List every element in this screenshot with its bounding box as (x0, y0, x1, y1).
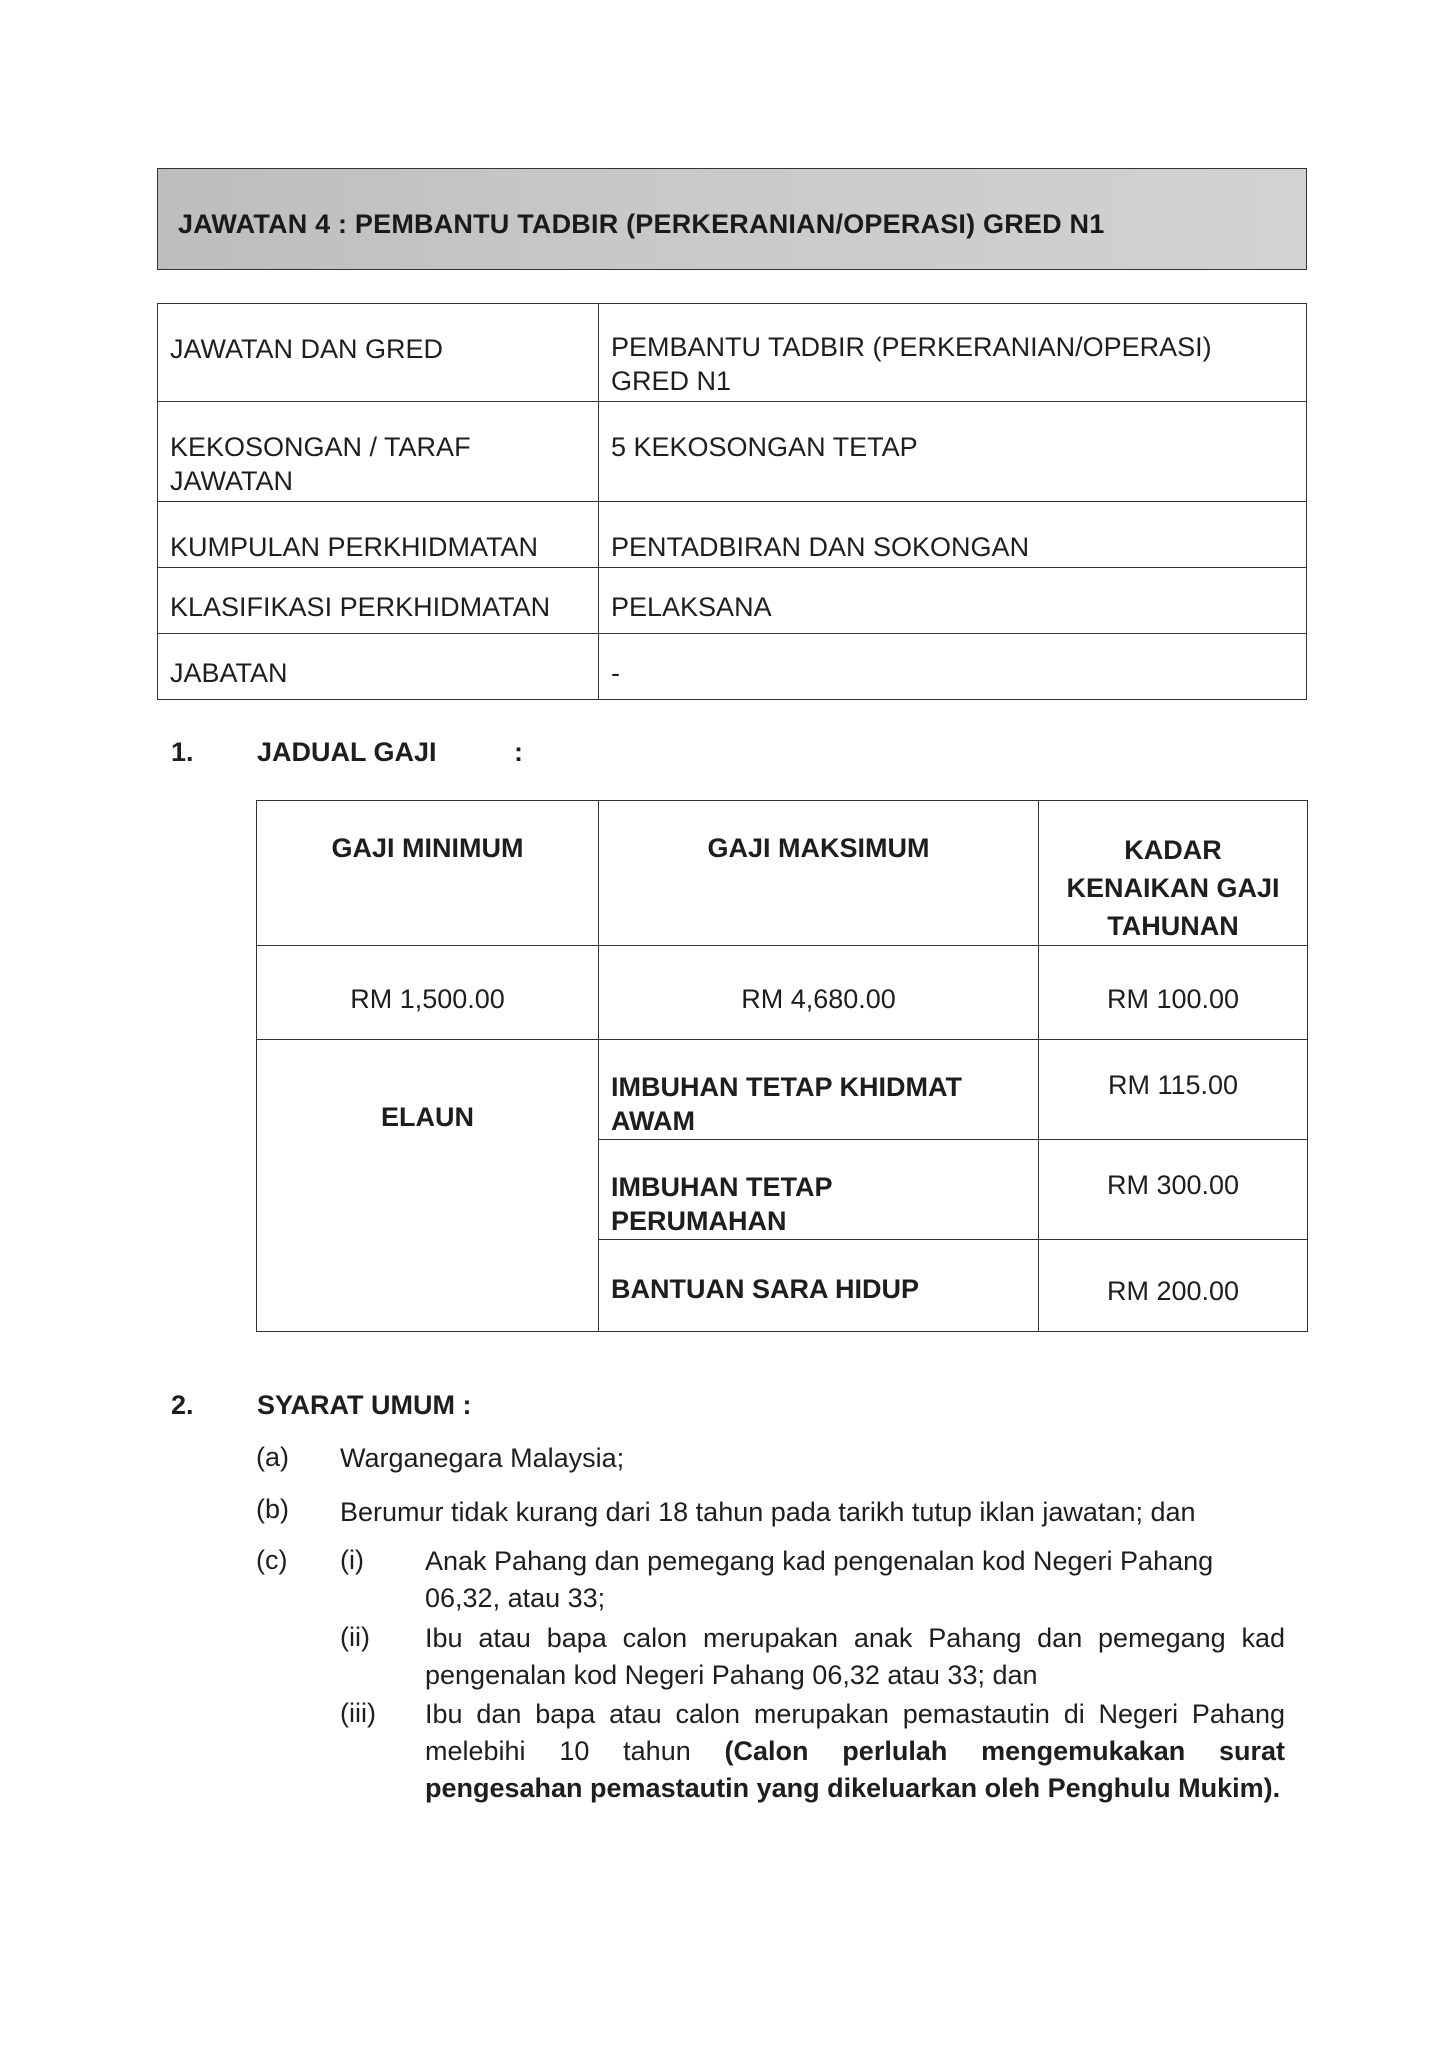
table-row (257, 946, 1308, 1040)
allowance-amount: RM 115.00 (1039, 1040, 1308, 1140)
table-row (158, 568, 1307, 634)
list-item: Warganegara Malaysia; (340, 1443, 625, 1473)
list-item: Berumur tidak kurang dari 18 tahun pada tarikh tutup iklan jawatan; dan (340, 1497, 1196, 1527)
sublist-label: (iii) (340, 1698, 376, 1728)
allowance-name: IMBUHAN TETAP KHIDMAT AWAM (599, 1040, 1039, 1140)
table-row (158, 402, 1307, 502)
info-label: JAWATAN DAN GRED (158, 304, 599, 402)
list-label: (b) (256, 1494, 289, 1524)
salary-table (256, 800, 1308, 1332)
sublist-label: (i) (340, 1545, 364, 1575)
allowance-amount: RM 300.00 (1039, 1140, 1308, 1240)
page-title: JAWATAN 4 : PEMBANTU TADBIR (PERKERANIAN/OPERASI) GRED N1 (178, 209, 1105, 239)
info-value: 5 KEKOSONGAN TETAP (599, 402, 1307, 502)
sublist-text: Ibu dan bapa atau calon merupakan pemastautin di Negeri Pahang melebihi 10 tahun (425, 1699, 1285, 1766)
info-value: PENTADBIRAN DAN SOKONGAN (599, 502, 1307, 568)
salary-min: RM 1,500.00 (257, 946, 599, 1040)
section-colon: : (514, 737, 523, 767)
column-header: GAJI MAKSIMUM (599, 801, 1039, 946)
allowance-label: ELAUN (257, 1040, 599, 1332)
info-label: KLASIFIKASI PERKHIDMATAN (158, 568, 599, 634)
salary-max: RM 4,680.00 (599, 946, 1039, 1040)
list-label: (c) (256, 1545, 288, 1575)
sublist-label: (ii) (340, 1622, 370, 1652)
list-label: (a) (256, 1442, 289, 1472)
column-header: GAJI MINIMUM (257, 801, 599, 946)
section-number: 2. (171, 1390, 194, 1420)
info-value: - (599, 634, 1307, 700)
salary-increment: RM 100.00 (1039, 946, 1308, 1040)
info-label: KEKOSONGAN / TARAF JAWATAN (158, 402, 599, 502)
allowance-name: IMBUHAN TETAP PERUMAHAN (599, 1140, 1039, 1240)
allowance-name: BANTUAN SARA HIDUP (599, 1240, 1039, 1332)
column-header: KADAR KENAIKAN GAJI TAHUNAN (1039, 801, 1308, 946)
sublist-item: Anak Pahang dan pemegang kad pengenalan kod Negeri Pahang 06,32, atau 33; (425, 1546, 1214, 1613)
table-row (257, 1040, 1308, 1140)
section-number: 1. (171, 737, 194, 767)
info-value: PELAKSANA (599, 568, 1307, 634)
table-header-row (257, 801, 1308, 946)
sublist-item: Ibu atau bapa calon merupakan anak Pahang dan pemegang kad pengenalan kod Negeri Pahang 06,32 atau 33; dan (425, 1623, 1285, 1690)
table-row (158, 634, 1307, 700)
info-label: KUMPULAN PERKHIDMATAN (158, 502, 599, 568)
section-heading: SYARAT UMUM : (257, 1390, 472, 1420)
sublist-item (425, 1696, 1285, 1807)
title-banner (157, 168, 1307, 270)
info-value: PEMBANTU TADBIR (PERKERANIAN/OPERASI) GRED N1 (599, 304, 1307, 402)
section-heading: JADUAL GAJI (257, 737, 437, 767)
allowance-amount: RM 200.00 (1039, 1240, 1308, 1332)
sublist-bold-note: (Calon perlulah mengemukakan surat pengesahan pemastautin yang dikeluarkan oleh Penghulu Mukim). (425, 1736, 1286, 1803)
table-row (158, 304, 1307, 402)
position-info-table (157, 303, 1307, 700)
info-label: JABATAN (158, 634, 599, 700)
table-row (158, 502, 1307, 568)
